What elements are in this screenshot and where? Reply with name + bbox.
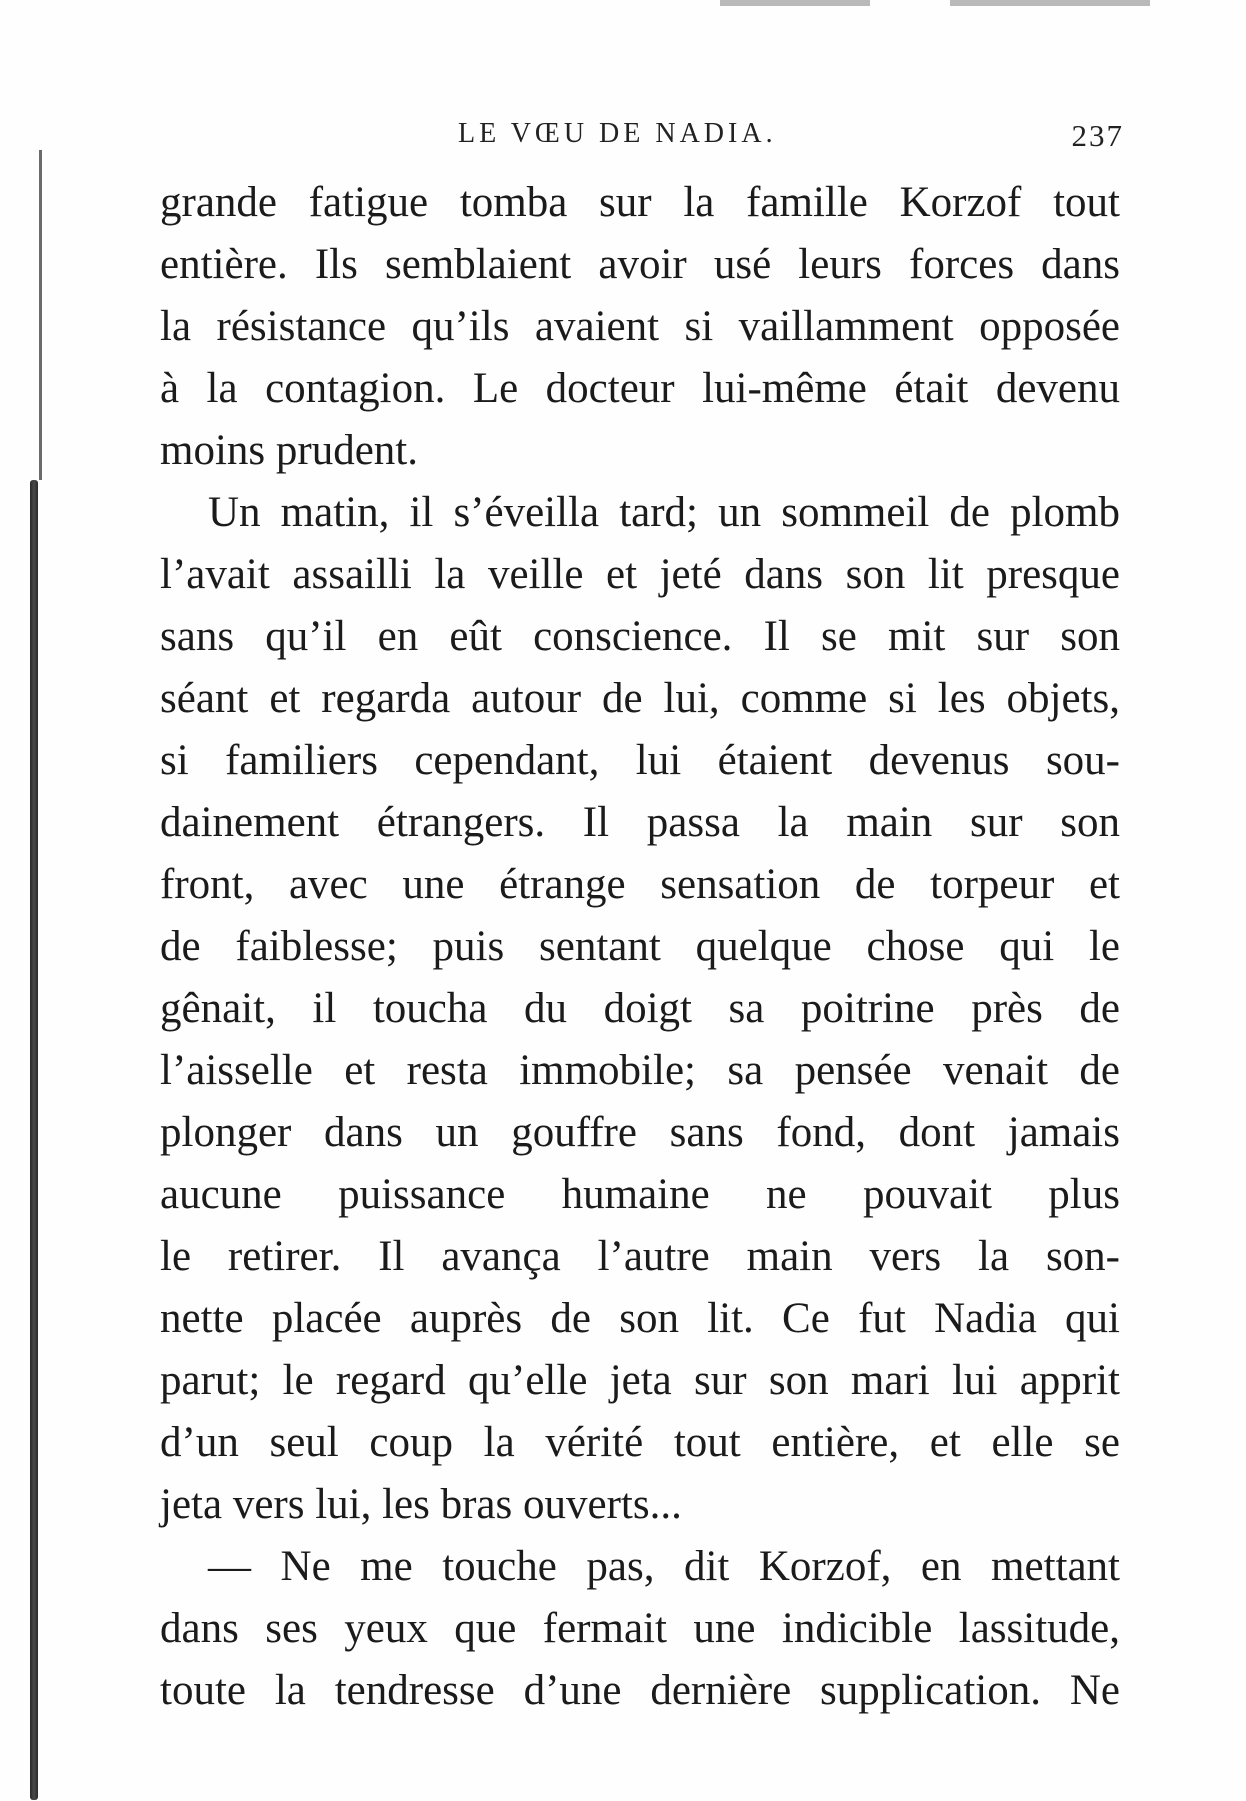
text-line: parut; le regard qu’elle jeta sur son mari lui apprit bbox=[160, 1357, 1120, 1404]
text-line: l’aisselle et resta immobile; sa pensée venait de bbox=[160, 1047, 1120, 1094]
text-line: — Ne me touche pas, dit Korzof, en mettant bbox=[208, 1543, 1120, 1590]
text-line: dans ses yeux que fermait une indicible lassitude, bbox=[160, 1605, 1120, 1652]
page-number: 237 bbox=[1071, 118, 1124, 153]
text-line: nette placée auprès de son lit. Ce fut Nadia qui bbox=[160, 1295, 1120, 1342]
text-line: gênait, il toucha du doigt sa poitrine près de bbox=[160, 985, 1120, 1032]
text-line: dainement étrangers. Il passa la main sur son bbox=[160, 799, 1120, 846]
text-line: si familiers cependant, lui étaient devenus sou- bbox=[160, 737, 1120, 784]
binding-edge-shadow bbox=[30, 480, 38, 1800]
text-line: le retirer. Il avança l’autre main vers la son- bbox=[160, 1233, 1120, 1280]
text-line: front, avec une étrange sensation de torpeur et bbox=[160, 861, 1120, 908]
running-title: LE VŒU DE NADIA. bbox=[458, 118, 777, 149]
text-line: à la contagion. Le docteur lui-même était devenu bbox=[160, 365, 1120, 412]
text-line: moins prudent. bbox=[160, 427, 418, 474]
text-line: de faiblesse; puis sentant quelque chose qui le bbox=[160, 923, 1120, 970]
text-line: aucune puissance humaine ne pouvait plus bbox=[160, 1171, 1120, 1218]
text-line: jeta vers lui, les bras ouverts... bbox=[160, 1481, 682, 1528]
body-text bbox=[160, 172, 1120, 1722]
text-line: plonger dans un gouffre sans fond, dont jamais bbox=[160, 1109, 1120, 1156]
text-line: sans qu’il en eût conscience. Il se mit sur son bbox=[160, 613, 1120, 660]
text-line: la résistance qu’ils avaient si vaillamment opposée bbox=[160, 303, 1120, 350]
text-line: toute la tendresse d’une dernière supplication. Ne bbox=[160, 1667, 1120, 1714]
text-line: séant et regarda autour de lui, comme si les objets, bbox=[160, 675, 1120, 722]
scan-mark bbox=[720, 0, 870, 6]
text-line: l’avait assailli la veille et jeté dans son lit presque bbox=[160, 551, 1120, 598]
text-line: d’un seul coup la vérité tout entière, et elle se bbox=[160, 1419, 1120, 1466]
text-line: entière. Ils semblaient avoir usé leurs forces dans bbox=[160, 241, 1120, 288]
scan-mark bbox=[950, 0, 1150, 6]
text-line: Un matin, il s’éveilla tard; un sommeil de plomb bbox=[208, 489, 1120, 536]
binding-edge bbox=[39, 150, 42, 480]
text-line: grande fatigue tomba sur la famille Korzof tout bbox=[160, 179, 1120, 226]
running-head bbox=[162, 118, 1124, 158]
